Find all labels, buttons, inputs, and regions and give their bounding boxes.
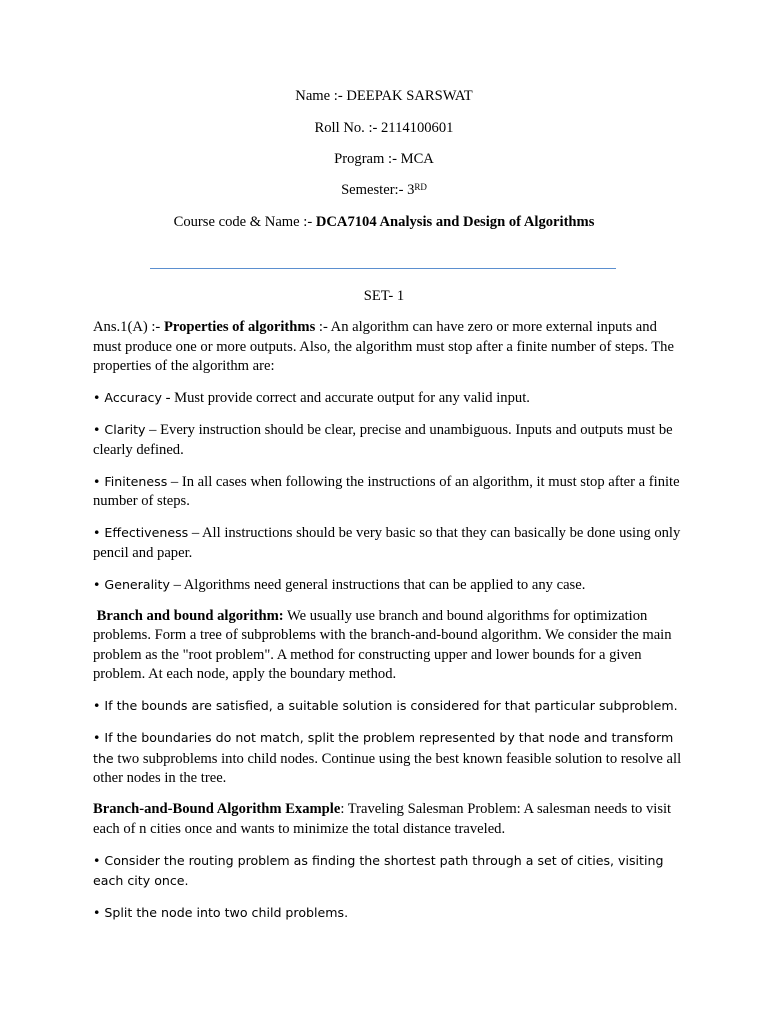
bullet-term: • Clarity bbox=[93, 422, 146, 437]
example-heading: Branch-and-Bound Algorithm Example bbox=[93, 801, 341, 817]
list-item bbox=[93, 388, 683, 409]
semester-superscript: RD bbox=[414, 182, 427, 192]
answer-heading: Properties of algorithms bbox=[163, 319, 316, 335]
student-name: Name :- DEEPAK SARSWAT bbox=[295, 88, 473, 104]
answer-label: Ans.1(A) :- bbox=[93, 319, 164, 335]
bullet-text: • If the boundaries do not match, split the problem represented by that node and transform the bbox=[93, 730, 674, 766]
program: Program :- MCA bbox=[334, 151, 434, 167]
semester bbox=[0, 181, 768, 199]
course-label: Course code & Name :- bbox=[173, 214, 316, 230]
bullet-continuation: two subproblems into child nodes. Continue using the best known feasible solution to resolve all other nodes in the tree. bbox=[93, 750, 682, 786]
course bbox=[0, 213, 768, 231]
bullet-text: – Algorithms need general instructions that can be applied to any case. bbox=[169, 576, 586, 593]
bullet-text: – Every instruction should be clear, precise and unambiguous. Inputs and outputs must be clearly defined. bbox=[93, 422, 673, 458]
course-title: DCA7104 Analysis and Design of Algorithms bbox=[315, 214, 595, 230]
list-item bbox=[93, 420, 683, 460]
example-paragraph bbox=[93, 800, 683, 839]
bullet-text: • Split the node into two child problems. bbox=[93, 905, 349, 920]
list-item bbox=[93, 575, 683, 596]
list-item bbox=[93, 728, 683, 789]
list-item bbox=[93, 696, 683, 717]
bullet-term: • Generality bbox=[93, 576, 170, 592]
bullet-term: • Effectiveness bbox=[93, 525, 189, 540]
bullet-text: • If the bounds are satisfied, a suitable solution is considered for that particular subproblem. bbox=[93, 698, 678, 713]
bullet-term: • Accuracy bbox=[93, 390, 162, 405]
list-item bbox=[93, 851, 683, 892]
answer-text: :- An algorithm can have zero or more external inputs and must produce one or more outputs. Also, the algorithm must stop after a finite number of steps. The properties of the algorithm are: bbox=[93, 319, 674, 374]
branch-bound-text: We usually use branch and bound algorithms for optimization problems. Form a tree of subproblems with the branch-and-bound algorithm. We consider the main problem as the "root problem". A method for constructing upper and lower bounds for a given problem. At each node, apply the boundary method. bbox=[93, 607, 672, 682]
semester-text: Semester:- 3 bbox=[341, 182, 415, 198]
answer-intro bbox=[93, 318, 683, 377]
list-item bbox=[93, 903, 683, 924]
bullet-text: • Consider the routing problem as finding the shortest path through a set of cities, visiting each city once. bbox=[93, 852, 664, 888]
example-text: : Traveling Salesman Problem: A salesman needs to visit each of n cities once and wants to minimize the total distance traveled. bbox=[93, 801, 672, 837]
bullet-text: – In all cases when following the instructions of an algorithm, it must stop after a finite number of steps. bbox=[93, 473, 680, 509]
document-body bbox=[93, 318, 683, 935]
bullet-text: – All instructions should be very basic so that they can basically be done using only pencil and paper. bbox=[93, 525, 681, 561]
set-title: SET- 1 bbox=[363, 288, 405, 304]
bullet-text: - Must provide correct and accurate output for any valid input. bbox=[161, 390, 530, 406]
list-item bbox=[93, 523, 683, 563]
branch-bound-heading: Branch and bound algorithm: bbox=[96, 607, 284, 624]
horizontal-rule bbox=[150, 268, 616, 269]
branch-bound-paragraph bbox=[93, 607, 683, 685]
list-item bbox=[93, 472, 683, 512]
bullet-term: • Finiteness bbox=[93, 473, 168, 489]
roll-number: Roll No. :- 2114100601 bbox=[314, 120, 454, 136]
